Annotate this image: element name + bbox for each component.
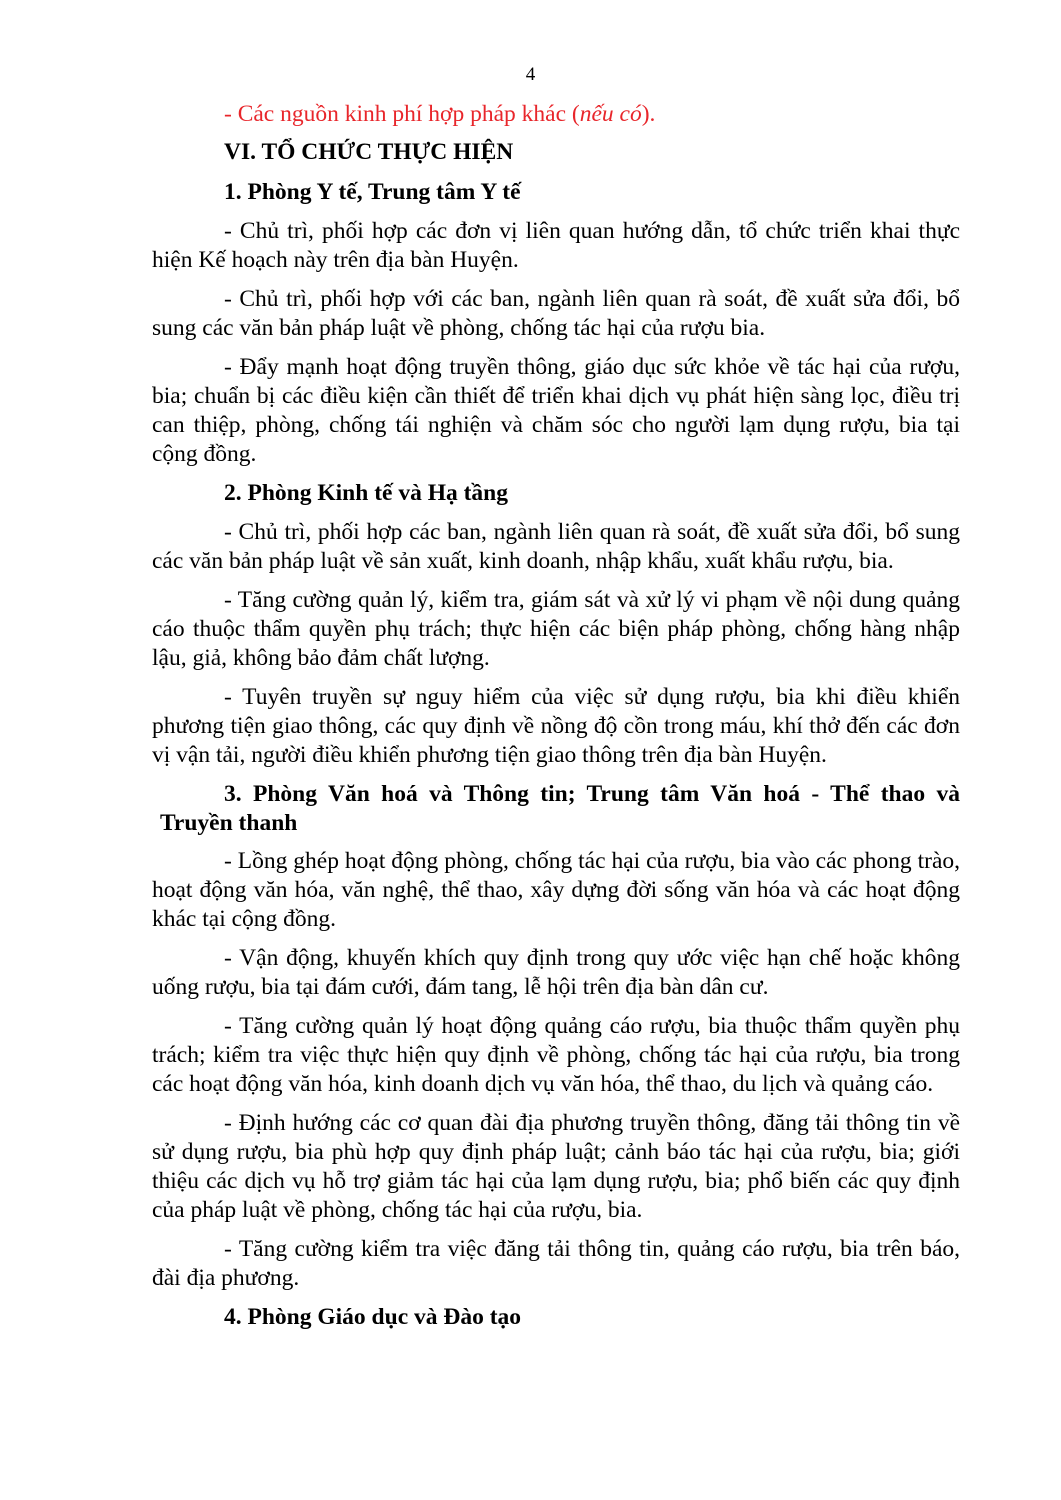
subsection-heading: 1. Phòng Y tế, Trung tâm Y tế	[224, 179, 521, 205]
subsection-heading: 2. Phòng Kinh tế và Hạ tầng	[224, 480, 508, 506]
paragraph: - Tăng cường kiểm tra việc đăng tải thông tin, quảng cáo rượu, bia trên báo, đài địa phương.	[152, 1236, 960, 1291]
funding-italic-note: nếu có	[579, 101, 642, 127]
paragraph: - Tăng cường quản lý hoạt động quảng cáo rượu, bia thuộc thẩm quyền phụ trách; kiểm tra việc thực hiện quy định về phòng, chống tác hại của rượu, bia trong các hoạt động văn hóa, kinh doanh dịch vụ văn hóa, thể thao, du lịch và quảng cáo.	[152, 1013, 960, 1097]
subsection-heading: 4. Phòng Giáo dục và Đào tạo	[224, 1304, 522, 1330]
page-number: 4	[525, 64, 536, 85]
subsection-heading: 3. Phòng Văn hoá và Thông tin; Trung tâm Văn hoá - Thể thao và Truyền thanh	[160, 781, 960, 836]
funding-text: - Các nguồn kinh phí hợp pháp khác (	[224, 101, 580, 127]
section-title: VI. TỔ CHỨC THỰC HIỆN	[224, 139, 514, 165]
paragraph: - Vận động, khuyến khích quy định trong quy ước việc hạn chế hoặc không uống rượu, bia tại đám cưới, đám tang, lễ hội trên địa bàn dân cư.	[152, 945, 960, 1000]
paragraph: - Đẩy mạnh hoạt động truyền thông, giáo dục sức khỏe về tác hại của rượu, bia; chuẩn bị các điều kiện cần thiết để triển khai dịch vụ phát hiện sàng lọc, điều trị can thiệp, phòng, chống tái nghiện và chăm sóc cho người lạm dụng rượu, bia tại cộng đồng.	[152, 354, 960, 467]
paragraph: - Định hướng các cơ quan đài địa phương truyền thông, đăng tải thông tin về sử dụng rượu, bia phù hợp quy định pháp luật; cảnh báo tác hại của rượu, bia; giới thiệu các dịch vụ hỗ trợ giảm tác hại của lạm dụng rượu, bia; phổ biến các quy định của pháp luật về phòng, chống tác hại của rượu, bia.	[152, 1110, 960, 1223]
funding-source-line	[152, 100, 960, 129]
document-body	[152, 100, 960, 1342]
paragraph: - Chủ trì, phối hợp các đơn vị liên quan hướng dẫn, tổ chức triển khai thực hiện Kế hoạch này trên địa bàn Huyện.	[152, 218, 960, 273]
funding-text-end: ).	[641, 101, 656, 127]
paragraph: - Tăng cường quản lý, kiểm tra, giám sát và xử lý vi phạm về nội dung quảng cáo thuộc thẩm quyền phụ trách; thực hiện các biện pháp phòng, chống hàng nhập lậu, giả, không bảo đảm chất lượng.	[152, 587, 960, 671]
paragraph: - Chủ trì, phối hợp với các ban, ngành liên quan rà soát, đề xuất sửa đổi, bổ sung các văn bản pháp luật về phòng, chống tác hại của rượu bia.	[152, 286, 960, 341]
paragraph: - Chủ trì, phối hợp các ban, ngành liên quan rà soát, đề xuất sửa đổi, bổ sung các văn bản pháp luật về sản xuất, kinh doanh, nhập khẩu, xuất khẩu rượu, bia.	[152, 519, 960, 574]
paragraph: - Tuyên truyền sự nguy hiểm của việc sử dụng rượu, bia khi điều khiển phương tiện giao thông, các quy định về nồng độ cồn trong máu, khí thở đến các đơn vị vận tải, người điều khiển phương tiện giao thông trên địa bàn Huyện.	[152, 684, 960, 768]
paragraph: - Lồng ghép hoạt động phòng, chống tác hại của rượu, bia vào các phong trào, hoạt động văn hóa, văn nghệ, thể thao, xây dựng đời sống văn hóa và các hoạt động khác tại cộng đồng.	[152, 848, 960, 932]
